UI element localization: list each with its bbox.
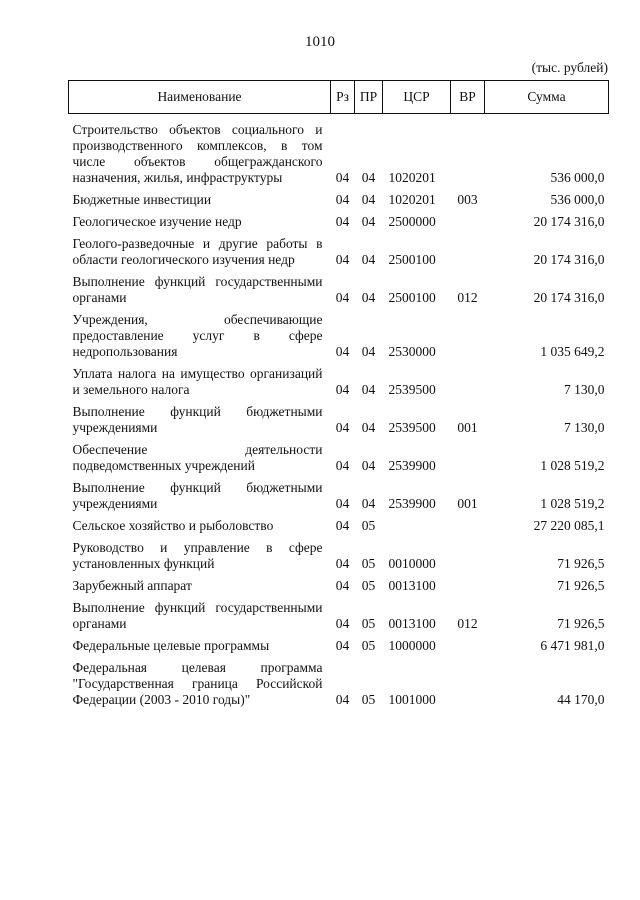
- cell-rz: 04: [335, 290, 350, 305]
- cell-vr: [451, 306, 485, 360]
- cell-vr: [451, 512, 485, 534]
- cell-csr: 1020201: [388, 192, 436, 207]
- cell-vr: [451, 208, 485, 230]
- table-row: [69, 360, 609, 398]
- cell-name: Выполнение функций бюджетными учреждениями: [72, 404, 323, 435]
- cell-sum: 7 130,0: [564, 420, 605, 435]
- cell-pr: 04: [361, 170, 376, 185]
- cell-name: Выполнение функций бюджетными учреждениями: [72, 480, 323, 511]
- cell-sum: 7 130,0: [564, 382, 605, 397]
- cell-name: Федеральная целевая программа "Государственная граница Российской Федерации (2003 - 2010 годы)": [72, 660, 323, 707]
- cell-rz: 04: [335, 458, 350, 473]
- cell-rz: 04: [335, 692, 350, 707]
- cell-pr: 05: [361, 616, 376, 631]
- table-row: [69, 534, 609, 572]
- table-row: [69, 208, 609, 230]
- table-row: [69, 594, 609, 632]
- page-number: 1010: [305, 34, 335, 50]
- cell-rz: 04: [335, 556, 350, 571]
- cell-vr: [451, 436, 485, 474]
- cell-vr: [451, 572, 485, 594]
- cell-name: Строительство объектов социального и производственного комплексов, в том числе объектов общегражданского назначения, жилья, инфраструктуры: [72, 122, 323, 185]
- table-row: [69, 268, 609, 306]
- cell-csr: 2539500: [388, 382, 436, 397]
- cell-vr: [451, 632, 485, 654]
- table-row: [69, 306, 609, 360]
- cell-csr: 0010000: [388, 556, 436, 571]
- cell-vr: 001: [457, 496, 478, 511]
- cell-name: Выполнение функций государственными органами: [72, 274, 323, 305]
- table-row: [69, 230, 609, 268]
- cell-csr: 2539500: [388, 420, 436, 435]
- cell-sum: 20 174 316,0: [533, 290, 605, 305]
- cell-vr: 001: [457, 420, 478, 435]
- cell-pr: 04: [361, 382, 376, 397]
- cell-sum: 536 000,0: [550, 192, 605, 207]
- cell-vr: 003: [457, 192, 478, 207]
- table-row: [69, 436, 609, 474]
- cell-pr: 05: [361, 578, 376, 593]
- table-body: [69, 114, 609, 709]
- cell-name: Сельское хозяйство и рыболовство: [72, 518, 274, 533]
- header-name: Наименование: [69, 81, 331, 114]
- cell-sum: 71 926,5: [557, 616, 605, 631]
- cell-rz: 04: [335, 578, 350, 593]
- cell-sum: 71 926,5: [557, 578, 605, 593]
- cell-sum: 71 926,5: [557, 556, 605, 571]
- cell-sum: 20 174 316,0: [533, 252, 605, 267]
- cell-name: Учреждения, обеспечивающие предоставление услуг в сфере недропользования: [72, 312, 323, 359]
- table-row: [69, 632, 609, 654]
- cell-pr: 05: [361, 692, 376, 707]
- cell-name: Бюджетные инвестиции: [72, 192, 212, 207]
- cell-csr: 1020201: [388, 170, 436, 185]
- cell-pr: 05: [361, 638, 376, 653]
- cell-csr: 2530000: [388, 344, 436, 359]
- cell-name: Руководство и управление в сфере установленных функций: [72, 540, 323, 571]
- header-csr: ЦСР: [383, 81, 451, 114]
- cell-vr: 012: [457, 290, 478, 305]
- cell-vr: 012: [457, 616, 478, 631]
- cell-name: Обеспечение деятельности подведомственных учреждений: [72, 442, 323, 473]
- cell-name: Геологическое изучение недр: [72, 214, 242, 229]
- budget-table: [68, 80, 609, 708]
- cell-sum: 1 028 519,2: [540, 496, 605, 511]
- cell-vr: [451, 114, 485, 187]
- header-vr: ВР: [451, 81, 485, 114]
- cell-csr: 2500100: [388, 290, 436, 305]
- cell-sum: 1 028 519,2: [540, 458, 605, 473]
- table-row: [69, 398, 609, 436]
- cell-pr: 04: [361, 496, 376, 511]
- table-row: [69, 572, 609, 594]
- cell-pr: 04: [361, 214, 376, 229]
- cell-csr: 2500100: [388, 252, 436, 267]
- cell-pr: 04: [361, 420, 376, 435]
- header-rz: Рз: [331, 81, 355, 114]
- cell-rz: 04: [335, 252, 350, 267]
- cell-csr: 1001000: [388, 692, 436, 707]
- cell-pr: 04: [361, 252, 376, 267]
- cell-rz: 04: [335, 344, 350, 359]
- cell-vr: [451, 654, 485, 708]
- cell-rz: 04: [335, 214, 350, 229]
- table-header-row: [69, 81, 609, 114]
- table-row: [69, 654, 609, 708]
- units-label: (тыс. рублей): [531, 60, 608, 75]
- cell-sum: 1 035 649,2: [540, 344, 605, 359]
- cell-pr: 05: [361, 556, 376, 571]
- cell-rz: 04: [335, 616, 350, 631]
- cell-csr: 2500000: [388, 214, 436, 229]
- cell-pr: 04: [361, 458, 376, 473]
- cell-rz: 04: [335, 420, 350, 435]
- header-sum: Сумма: [485, 81, 609, 114]
- cell-vr: [451, 230, 485, 268]
- cell-pr: 05: [361, 518, 376, 533]
- cell-name: Зарубежный аппарат: [72, 578, 192, 593]
- cell-name: Выполнение функций государственными органами: [72, 600, 323, 631]
- cell-sum: 20 174 316,0: [533, 214, 605, 229]
- cell-pr: 04: [361, 192, 376, 207]
- cell-pr: 04: [361, 344, 376, 359]
- cell-rz: 04: [335, 382, 350, 397]
- cell-sum: 27 220 085,1: [533, 518, 605, 533]
- cell-sum: 536 000,0: [550, 170, 605, 185]
- cell-rz: 04: [335, 170, 350, 185]
- cell-csr: 2539900: [388, 496, 436, 511]
- cell-sum: 6 471 981,0: [540, 638, 605, 653]
- table-row: [69, 474, 609, 512]
- cell-csr: 1000000: [388, 638, 436, 653]
- cell-name: Уплата налога на имущество организаций и земельного налога: [72, 366, 323, 397]
- cell-vr: [451, 534, 485, 572]
- table-row: [69, 114, 609, 187]
- cell-csr: 0013100: [388, 578, 436, 593]
- cell-pr: 04: [361, 290, 376, 305]
- table-row: [69, 512, 609, 534]
- cell-csr: 2539900: [388, 458, 436, 473]
- header-pr: ПР: [355, 81, 383, 114]
- cell-rz: 04: [335, 192, 350, 207]
- cell-rz: 04: [335, 638, 350, 653]
- cell-vr: [451, 360, 485, 398]
- cell-rz: 04: [335, 518, 350, 533]
- cell-rz: 04: [335, 496, 350, 511]
- cell-sum: 44 170,0: [557, 692, 605, 707]
- cell-csr: [383, 512, 451, 534]
- cell-name: Геолого-разведочные и другие работы в области геологического изучения недр: [72, 236, 323, 267]
- cell-name: Федеральные целевые программы: [72, 638, 270, 653]
- table-row: [69, 186, 609, 208]
- cell-csr: 0013100: [388, 616, 436, 631]
